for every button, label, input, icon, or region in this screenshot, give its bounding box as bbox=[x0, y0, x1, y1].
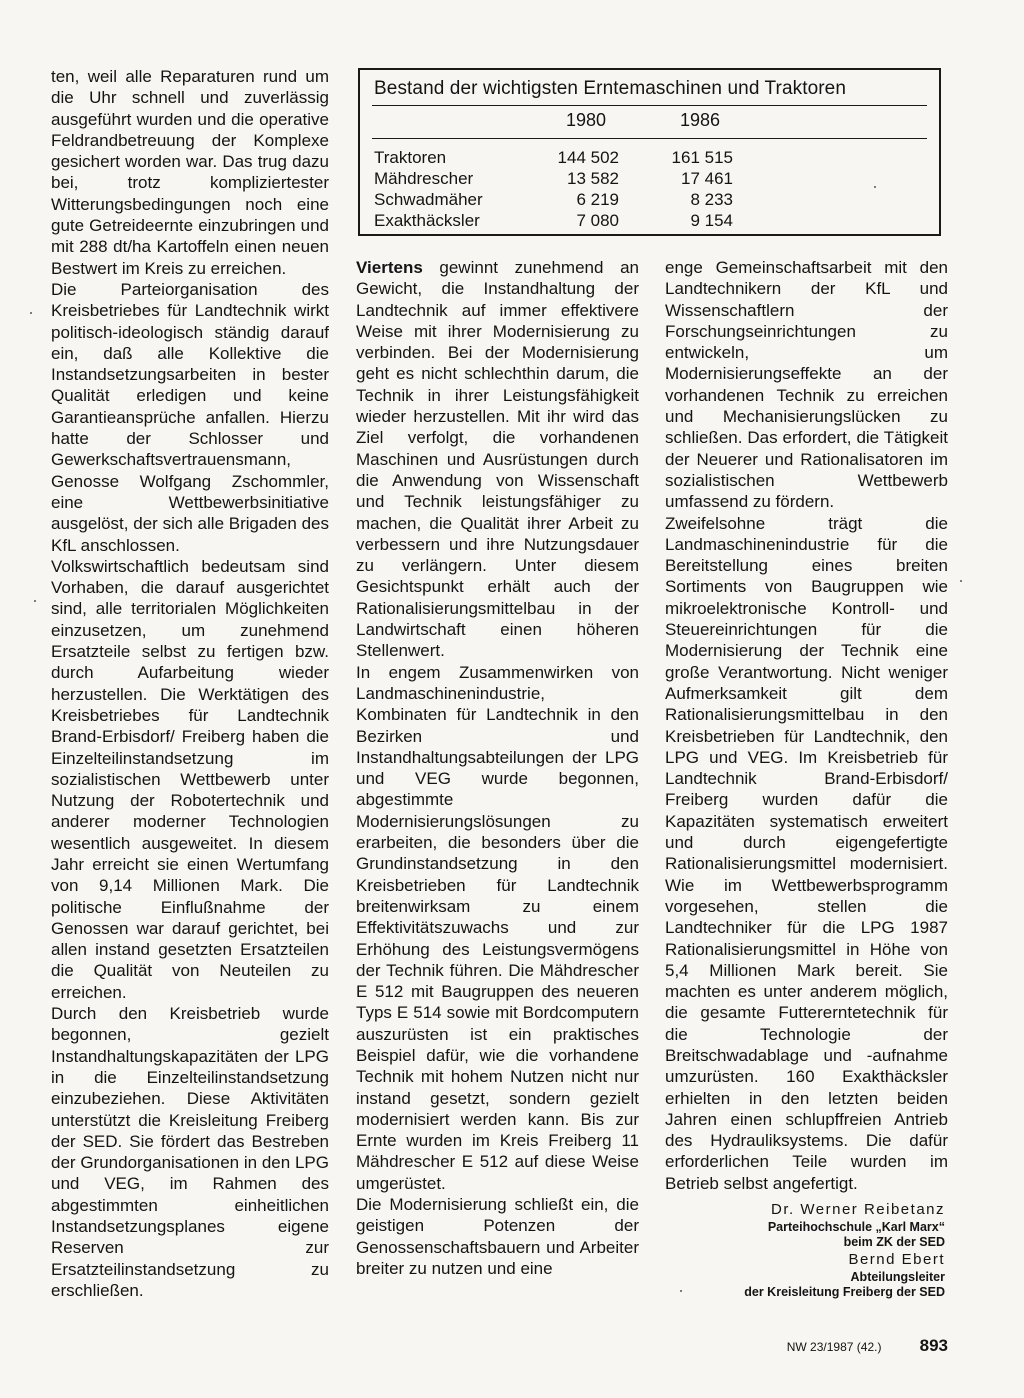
divider bbox=[372, 105, 927, 106]
value-1986: 17 461 bbox=[681, 169, 733, 188]
row-label: Exakthäcksler bbox=[374, 211, 480, 230]
stats-table bbox=[358, 68, 941, 236]
table-row bbox=[374, 211, 925, 232]
scan-speck bbox=[34, 600, 36, 602]
author-affiliation: Abteilungsleiter bbox=[850, 1270, 945, 1284]
paragraph: ten, weil alle Reparaturen rund um die Uhr schnell und zuverlässig ausgeführt wurden und die operative Feldrandbetreuung der Komplexe gesichert worden war. Das trug dazu bei, trotz kompliziertester Witterungsbedingungen noch eine gute Getreideernte einzubringen und mit 288 dt/ha Kartoffeln einen neuen Bestwert im Kreis zu erreichen. bbox=[51, 67, 329, 278]
paragraph: Durch den Kreisbetrieb wurde begonnen, gezielt Instandhaltungskapazitäten der LPG in die Einzelteilinstandsetzung einzubeziehen. Diese Aktivitäten unterstützt die Kreisleitung Freiberg der SED. Sie fördert das Bestreben der Grundorganisationen in den LPG und VEG, im Rahmen des abgestimmten einheitlichen Instandsetzungsplanes eigene Reserven zur Ersatzteilinstandsetzung zu erschließen. bbox=[51, 1004, 329, 1300]
paragraph: Zweifelsohne trägt die Landmaschinenindustrie für die Bereitstellung eines breiten Sortiments von Baugruppen wie mikroelektronische Kontroll- und Steuereinrichtungen für die Modernisierung der Technik eine große Verantwortung. Nicht weniger Aufmerksamkeit gilt dem Rationalisierungsmittelbau in den Kreisbetrieben für Landtechnik, den LPG und VEG. Im Kreisbetrieb für Landtechnik Brand-Erbisdorf/ Freiberg wurden dafür die Kapazitäten systematisch erweitert und durch eigengefertigte Rationalisierungsmittel modernisiert. Wie im Wettbewerbsprogramm vorgesehen, stellen die Landtechniker für die LPG 1987 Rationalisierungsmittel in Höhe von 5,4 Millionen Mark bereit. Sie machten es unter anderem möglich, die gesamte Futtererntetechnik für die Technologie der Breitschwadablage und -aufnahme umzurüsten. 160 Exakthäcksler erhielten in den letzten beiden Jahren einen schlupffreien Antrieb des Hydrauliksystems. Die dafür erforderlichen Teile wurden im Betrieb selbst angefertigt. bbox=[665, 513, 948, 1193]
table-row bbox=[374, 190, 925, 211]
issue-reference: NW 23/1987 (42.) bbox=[786, 1340, 882, 1354]
row-label: Schwadmäher bbox=[374, 190, 483, 209]
value-1986: 8 233 bbox=[690, 190, 733, 209]
paragraph: In engem Zusammenwirken von Landmaschinenindustrie, Kombinaten für Landtechnik in den Bezirken und Instandhaltungsabteilungen der LPG und VEG wurde begonnen, abgestimmte Modernisierungslösungen zu erarbeiten, die besonders über die Grundinstandsetzung in den Kreisbetrieben für Landtechnik breitenwirksam zu einem Effektivitätszuwachs und zur Erhöhung des Leistungsvermögens der Technik führen. Die Mähdrescher E 512 mit Baugruppen des neueren Typs E 514 sowie mit Bordcomputern auszurüsten ist ein praktisches Beispiel dafür, wie die vorhandene Technik mit hohem Nutzen nicht nur instand gesetzt, sondern gezielt modernisiert werden kann. Bis zur Ernte wurden im Kreis Freiberg 11 Mähdrescher E 512 auf diese Weise umgerüstet. bbox=[356, 662, 639, 1193]
paragraph: Die Parteiorganisation des Kreisbetriebes für Landtechnik wirkt politisch-ideologisch ständig darauf ein, daß alle Kollektive die Instandsetzungsarbeiten in bester Qualität erledigen und keine Garantieansprüche anfallen. Hierzu hatte der Schlosser und Gewerkschaftsvertrauensmann, Genosse Wolfgang Zschommler, eine Wettbewerbsinitiative ausgelöst, der sich alle Brigaden des KfL anschlossen. bbox=[51, 279, 329, 555]
row-label: Traktoren bbox=[374, 148, 447, 167]
author-name: Dr. Werner Reibetanz bbox=[771, 1201, 945, 1218]
value-1980: 144 502 bbox=[557, 148, 619, 167]
author-affiliation: der Kreisleitung Freiberg der SED bbox=[744, 1285, 945, 1299]
table-row bbox=[374, 169, 925, 190]
author-affiliation: Parteihochschule „Karl Marx“ bbox=[767, 1220, 945, 1234]
column-header-1986: 1986 bbox=[680, 110, 721, 130]
paragraph bbox=[356, 257, 639, 662]
table-row bbox=[374, 148, 925, 169]
scan-speck bbox=[30, 312, 32, 314]
divider bbox=[372, 138, 927, 139]
value-1980: 7 080 bbox=[576, 211, 619, 230]
scan-speck bbox=[680, 1290, 682, 1292]
lead-word: Viertens bbox=[356, 258, 423, 277]
scan-speck bbox=[960, 580, 962, 582]
value-1980: 13 582 bbox=[567, 169, 619, 188]
author-name: Bernd Ebert bbox=[848, 1251, 945, 1268]
column-header-1980: 1980 bbox=[566, 110, 607, 130]
article-column-middle bbox=[356, 257, 639, 1279]
value-1986: 9 154 bbox=[690, 211, 733, 230]
author-signature bbox=[645, 1200, 945, 1300]
paragraph-text: gewinnt zunehmend an Gewicht, die Instandhaltung der Landtechnik auf immer effektivere Weise mit ihrer Modernisierung zu verbinden. Bei der Modernisierung geht es nicht schlechthin darum, die Technik in ihrer Leistungsfähigkeit wieder herzustellen. Mit ihr wird das Ziel verfolgt, die vorhandenen Maschinen und Ausrüstungen durch die Anwendung von Wissenschaft und Technik leistungsfähiger zu machen, die Qualität ihrer Arbeit zu verbessern und ihre Nutzungsdauer zu verlängern. Unter diesem Gesichtspunkt erhält auch der Rationalisierungsmittelbau in der Landwirtschaft einen höheren Stellenwert. bbox=[356, 258, 639, 661]
article-column-left bbox=[51, 66, 329, 1301]
value-1986: 161 515 bbox=[671, 148, 733, 167]
page-footer bbox=[787, 1336, 948, 1356]
value-1980: 6 219 bbox=[576, 190, 619, 209]
author-affiliation: beim ZK der SED bbox=[843, 1235, 945, 1249]
table-title: Bestand der wichtigsten Erntemaschinen und Traktoren bbox=[374, 78, 847, 99]
scan-speck bbox=[874, 186, 876, 188]
paragraph: enge Gemeinschaftsarbeit mit den Landtechnikern der KfL und Wissenschaftlern der Forschungseinrichtungen zu entwickeln, um Modernisierungseffekte an der vorhandenen Technik zu erreichen und Mechanisierungslücken zu schließen. Das erfordert, die Tätigkeit der Neuerer und Rationalisatoren im sozialistischen Wettbewerb umfassend zu fördern. bbox=[665, 258, 948, 512]
paragraph: Volkswirtschaftlich bedeutsam sind Vorhaben, die darauf ausgerichtet sind, alle territorialen Möglichkeiten einzusetzen, um zunehmend Ersatzteile selbst zu fertigen bzw. durch Aufarbeitung wieder herzustellen. Die Werktätigen des Kreisbetriebes für Landtechnik Brand-Erbisdorf/ Freiberg haben die Einzelteilinstandsetzung im sozialistischen Wettbewerb unter Nutzung der Robotertechnik und anderer moderner Technologien wesentlich ausgeweitet. In diesem Jahr erreicht sie einen Wertumfang von 9,14 Millionen Mark. Die politische Einflußnahme der Genossen war darauf gerichtet, bei allen instand gesetzten Ersatzteilen die Qualität von Neuteilen zu erreichen. bbox=[51, 556, 329, 1002]
article-column-right bbox=[665, 257, 948, 1194]
row-label: Mähdrescher bbox=[374, 169, 474, 188]
paragraph: Die Modernisierung schließt ein, die geistigen Potenzen der Genossenschaftsbauern und Arbeiter breiter zu nutzen und eine bbox=[356, 1195, 639, 1278]
page-number: 893 bbox=[919, 1336, 948, 1355]
